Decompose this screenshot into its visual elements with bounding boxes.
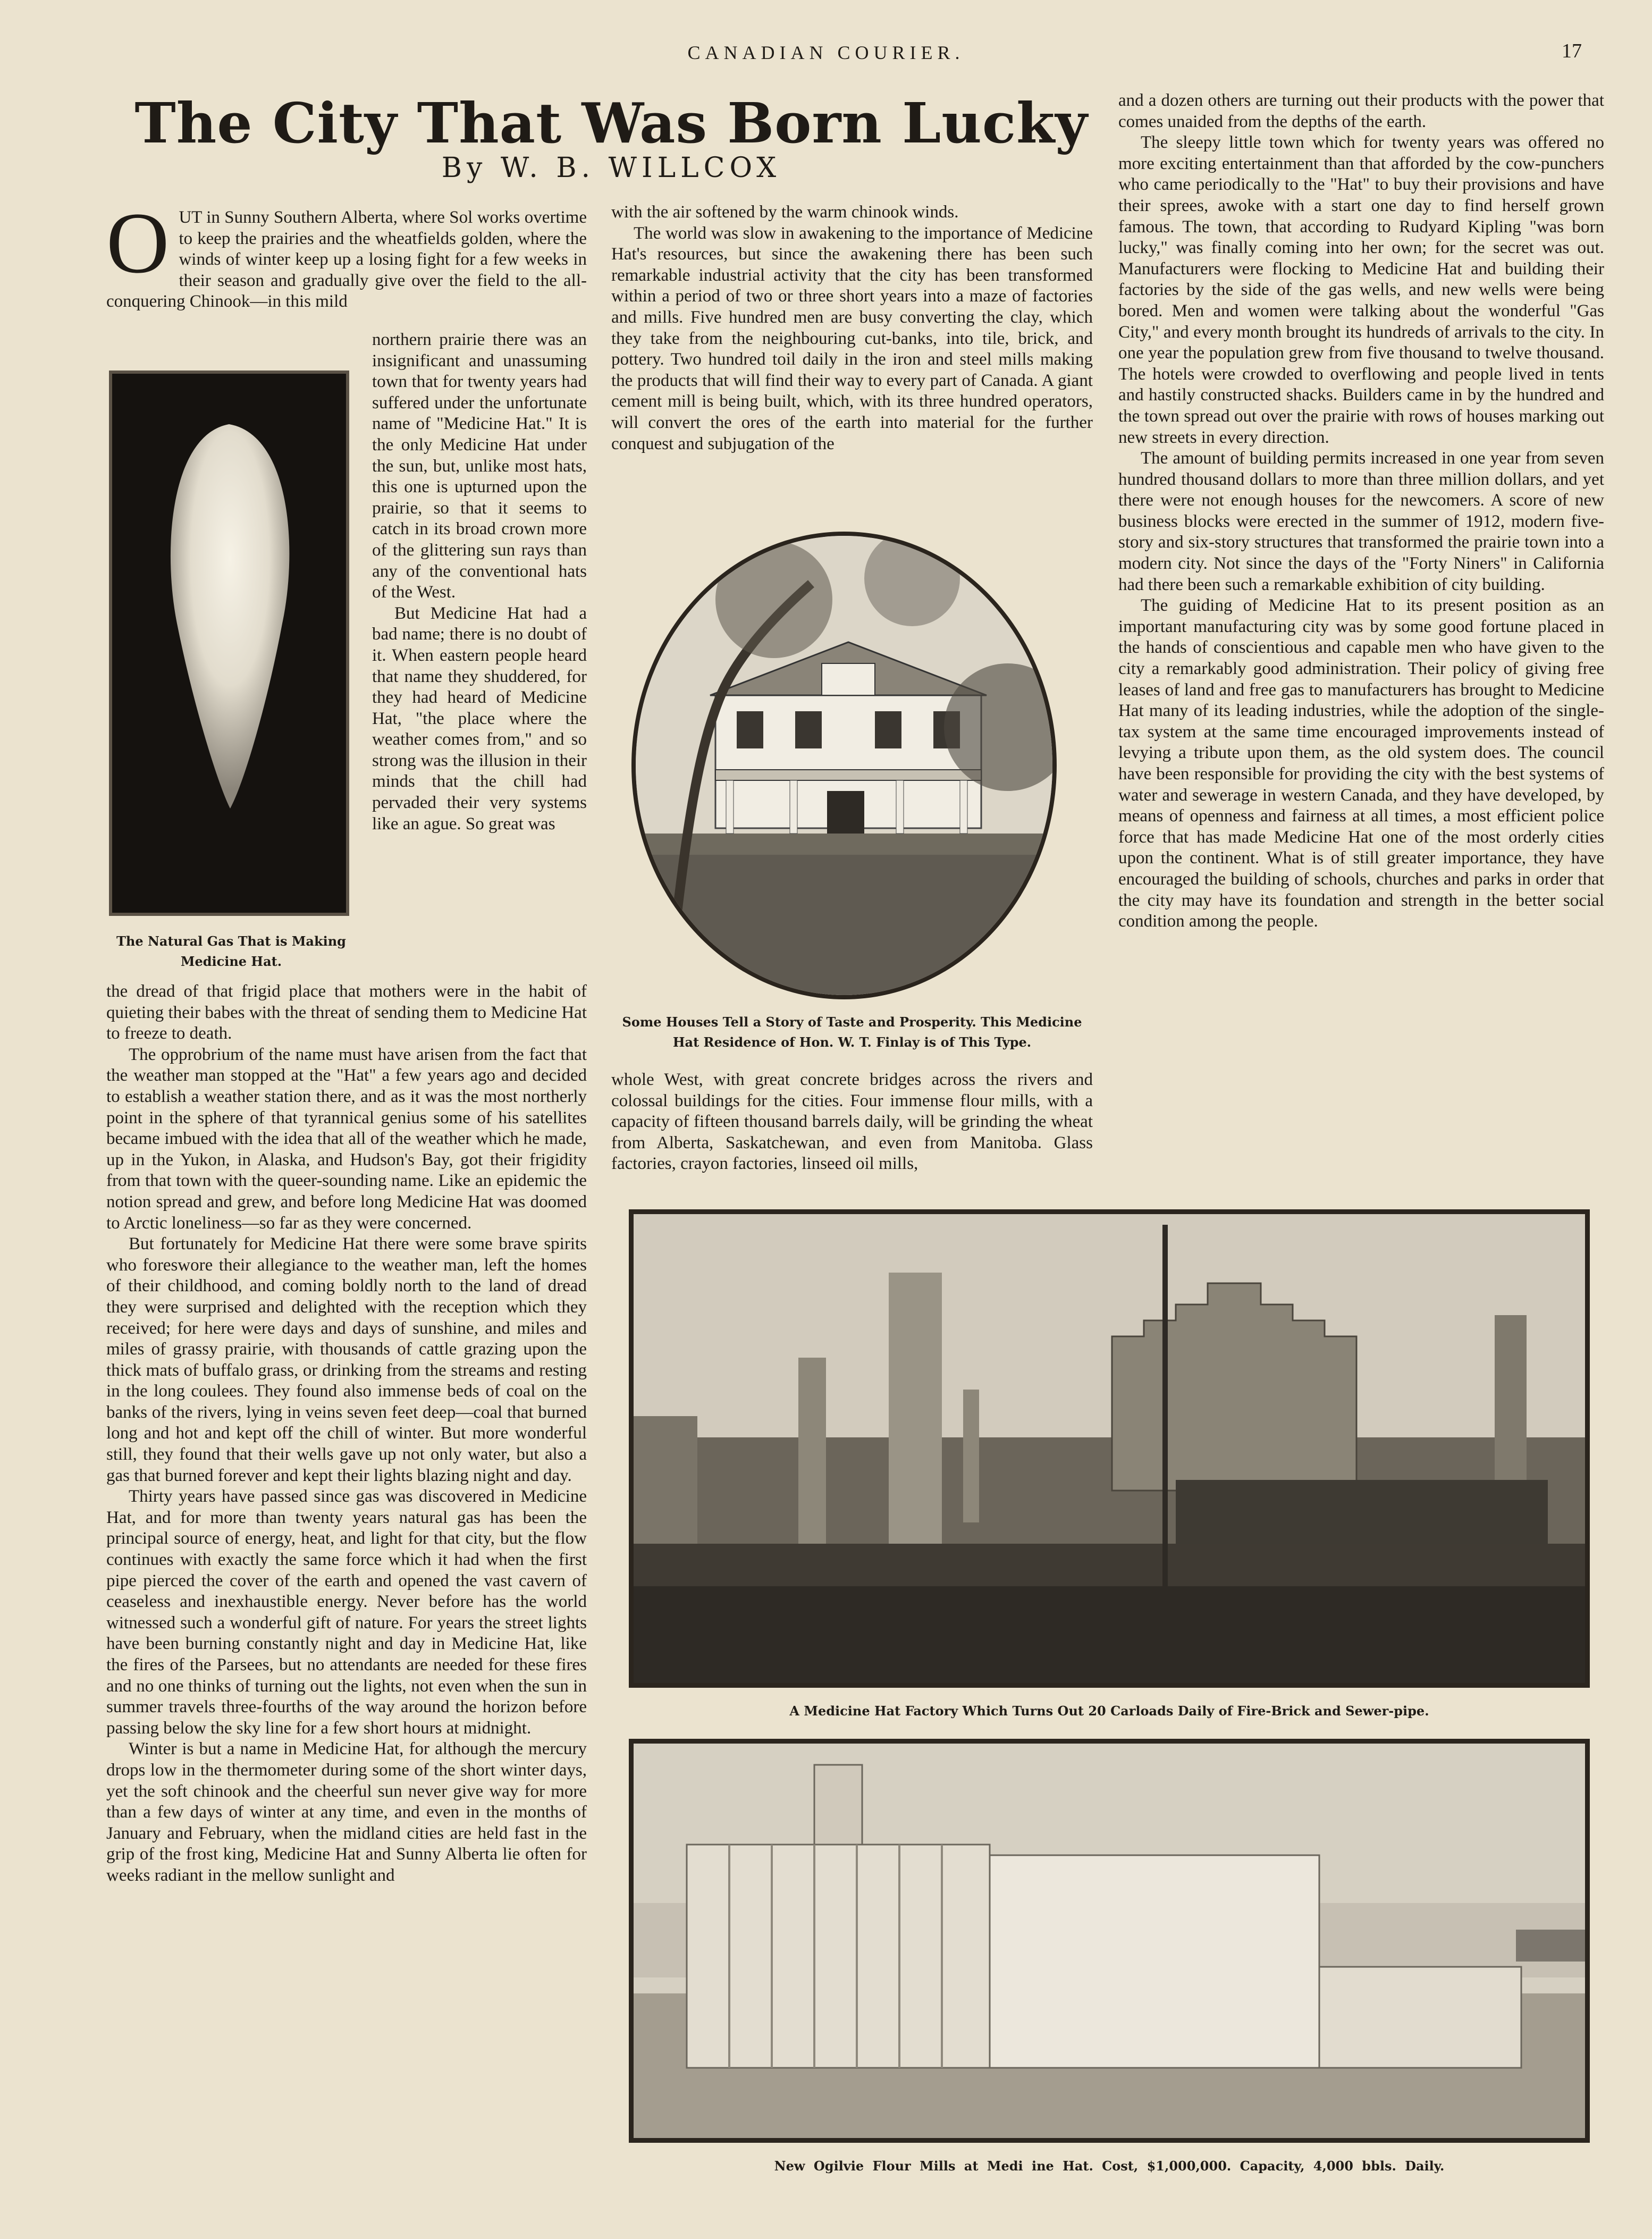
paragraph-awakening: The world was slow in awakening to the importance of Medicine Hat's resources, but since the awakening there has been such remarkable industrial activity that the city has been transformed within a period of two or three short years into a maze of factories and mills. Five hundred men are busy converting the clay, which they take from the neighbouring cut-banks, into tile, brick, and pottery. Two hundred toil daily in the iron and steel mills making the products that will find their way to every part of Canada. A giant cement mill is being built, which, with its three hundred operators, will convert the ores of the earth into material for the further conquest and subjugation of the <box>611 223 1093 453</box>
beside-image-paragraph-2: But Medicine Hat had a bad name; there is no doubt of it. When eastern people heard that name they shuddered, for they had heard of Medicine Hat, "the place where the weather comes from," and so strong was the illusion in their minds that the chill had pervaded their very systems like an ague. So great was <box>372 603 587 834</box>
article-title: The City That Was Born Lucky <box>134 90 1088 156</box>
finlay-residence-photo <box>631 532 1057 999</box>
factory-photo <box>629 1209 1590 1688</box>
paragraph-sleepy-town: The sleepy little town which for twenty years was offered no more exciting entertainment than that afforded by the cow-punchers who came periodically to the "Hat" to buy their provisions and have their sprees, awoke with a start one day to find herself grown famous. The town, that according to Rudyard Kipling "was born lucky," was finally coming into her own; for the secret was out. Manufacturers were flocking to Medicine Hat and building their factories by the side of the gas wells, and new wells were being bored. Men and women were talking about the wonderful "Gas City," and every month brought its hundreds of arrivals to the city. In one year the population grew from five thousand to twelve thousand. The hotels were crowded to overflowing and people lived in tents and hastily constructed shacks. Builders came in by the hundred and the town spread out over the prairie with rows of houses marking out new streets in every direction. <box>1118 133 1604 447</box>
caption-house: Some Houses Tell a Story of Taste and Prosperity. This Medicine Hat Residence of Hon. W. T. Finlay is of This Type. <box>622 1014 1082 1050</box>
paragraph-dozen-others: and a dozen others are turning out their products with the power that comes unaided from the depths of the earth. <box>1118 91 1604 131</box>
column-2-bottom <box>611 1070 1093 1175</box>
intro-text: UT in Sunny Southern Alberta, where Sol works overtime to keep the prairies and the wheatfields golden, where the winds of winter keep up a losing fight for a few weeks in their season and gradually give over the field to the all-conquering Chinook—in this mild <box>106 208 587 312</box>
paragraph-building-permits: The amount of building permits increased in one year from seven hundred thousand dollars to more than three million dollars, and yet there were not enough houses for the newcomers. A score of new business blocks were erected in the summer of 1912, modern five-story and six-story structures that transformed the prairie town into a modern city. Not since the days of the "Forty Niners" in California had there been such a remarkable exhibition of city building. <box>1118 449 1604 594</box>
column-1-intro <box>106 195 587 313</box>
flour-mills-photo <box>629 1739 1590 2143</box>
page-number: 17 <box>1562 40 1582 62</box>
caption-natural-gas: The Natural Gas That is Making Medicine Hat. <box>116 933 346 969</box>
natural-gas-photo <box>109 371 349 916</box>
factory-illustration <box>634 1214 1585 1683</box>
gas-flame-illustration <box>112 374 346 913</box>
house-illustration <box>636 536 1052 995</box>
paragraph-dread: the dread of that frigid place that mothers were in the habit of quieting their babes with the threat of sending them to Medicine Hat to freeze to death. <box>106 982 587 1043</box>
caption-flour-mills: New Ogilvie Flour Mills at Medi ine Hat. Cost, $1,000,000. Capacity, 4,000 bbls. Daily. <box>774 2158 1445 2174</box>
flour-mills-illustration <box>634 1744 1585 2138</box>
byline: By W. B. WILLCOX <box>441 152 781 184</box>
column-1-body <box>106 981 587 1887</box>
column-2-top <box>611 202 1093 454</box>
caption-factory: A Medicine Hat Factory Which Turns Out 20 Carloads Daily of Fire-Brick and Sewer-pipe. <box>789 1703 1429 1719</box>
column-3 <box>1118 90 1604 932</box>
paragraph-brave-spirits: But fortunately for Medicine Hat there were some brave spirits who foreswore their allegiance to the weather man, left the homes of their childhood, and coming boldly north to the land of dread they were surprised and delighted with the reception which they received; for here were days and days of sunshine, and miles and miles of grassy prairie, with thousands of cattle grazing upon the thick mats of buffalo grass, or drinking from the streams and resting in the long coulees. They found also immense beds of coal on the banks of the rivers, lying in veins seven feet deep—coal that burned long and hot and kept off the chill of winter. But more wonderful still, they found that their wells gave up not only water, but also a gas that burned forever and kept their lights blazing night and day. <box>106 1234 587 1485</box>
paragraph-thirty-years: Thirty years have passed since gas was discovered in Medicine Hat, and for more than twenty years natural gas has been the principal source of energy, heat, and light for that city, but the flow continues with exactly the same force which it had when the first pipe pierced the cover of the earth and opened the vast cavern of ceaseless and inexhaustible energy. Never before has the world witnessed such a wonderful gift of nature. For years the street lights have been burning constantly night and day in Medicine Hat, like the fires of the Parsees, but no attendants are needed for these fires and no one thinks of turning out the lights, not even when the sun in summer travels three-fourths of the way around the horizon before passing below the sky line for a few short hours at midnight. <box>106 1487 587 1738</box>
paragraph-opprobrium: The opprobrium of the name must have arisen from the fact that the weather man stopped at the "Hat" a few years ago and decided to establish a weather station there, and as it was the most northerly point in the sphere of that tyrannical genius some of his satellites became imbued with the idea that all of the weather which he made, up in the Yukon, in Alaska, and Hudson's Bay, got their frigidity from that town with the queer-sounding name. Like an epidemic the notion spread and grew, and before long Medicine Hat was doomed to Arctic loneliness—so far as they were concerned. <box>106 1045 587 1233</box>
beside-image-paragraph-1: northern prairie there was an insignificant and unassuming town that for twenty years had suffered under the unfortunate name of "Medicine Hat." It is the only Medicine Hat under the sun, but, unlike most hats, this one is upturned upon the prairie, so that it seems to catch in its broad crown more of the glittering sun rays than any of the conventional hats of the West. <box>372 330 587 602</box>
column-1-beside-image <box>372 330 587 835</box>
drop-cap: O <box>106 195 170 291</box>
paragraph-guiding: The guiding of Medicine Hat to its present position as an important manufacturing city was by some good fortune placed in the hands of conscientious and capable men who have given to the city a remarkably good administration. Their policy of giving free leases of land and free gas to manufacturers has brought to Medicine Hat many of its leading industries, while the adoption of the single-tax system at the same time encouraged improvements instead of levying a tribute upon them, as the old system does. The council have been responsible for providing the city with the best systems of water and sewerage in western Canada, and they have developed, by means of openness and fairness at all times, a most efficient police force that has made Medicine Hat one of the most orderly cities upon the continent. What is of still greater importance, they have encouraged the building of schools, churches and parks in order that the city may have its foundation and strength in the better social condition among the people. <box>1118 596 1604 931</box>
running-head: CANADIAN COURIER. <box>687 42 965 63</box>
paragraph-chinook: with the air softened by the warm chinook winds. <box>611 203 959 222</box>
paragraph-winter: Winter is but a name in Medicine Hat, for although the mercury drops low in the thermometer during some of the short winter days, yet the soft chinook and the cheerful sun never give way for more than a few days of winter at any time, and even in the months of January and February, when the midland cities are held fast in the grip of the frost king, Medicine Hat and Sunny Alberta lie often for weeks radiant in the mellow sunlight and <box>106 1739 587 1885</box>
paragraph-whole-west: whole West, with great concrete bridges across the rivers and colossal buildings for the cities. Four immense flour mills, with a capacity of fifteen thousand barrels daily, will be grinding the wheat from Alberta, Saskatchewan, and even from Manitoba. Glass factories, crayon factories, linseed oil mills, <box>611 1070 1093 1174</box>
